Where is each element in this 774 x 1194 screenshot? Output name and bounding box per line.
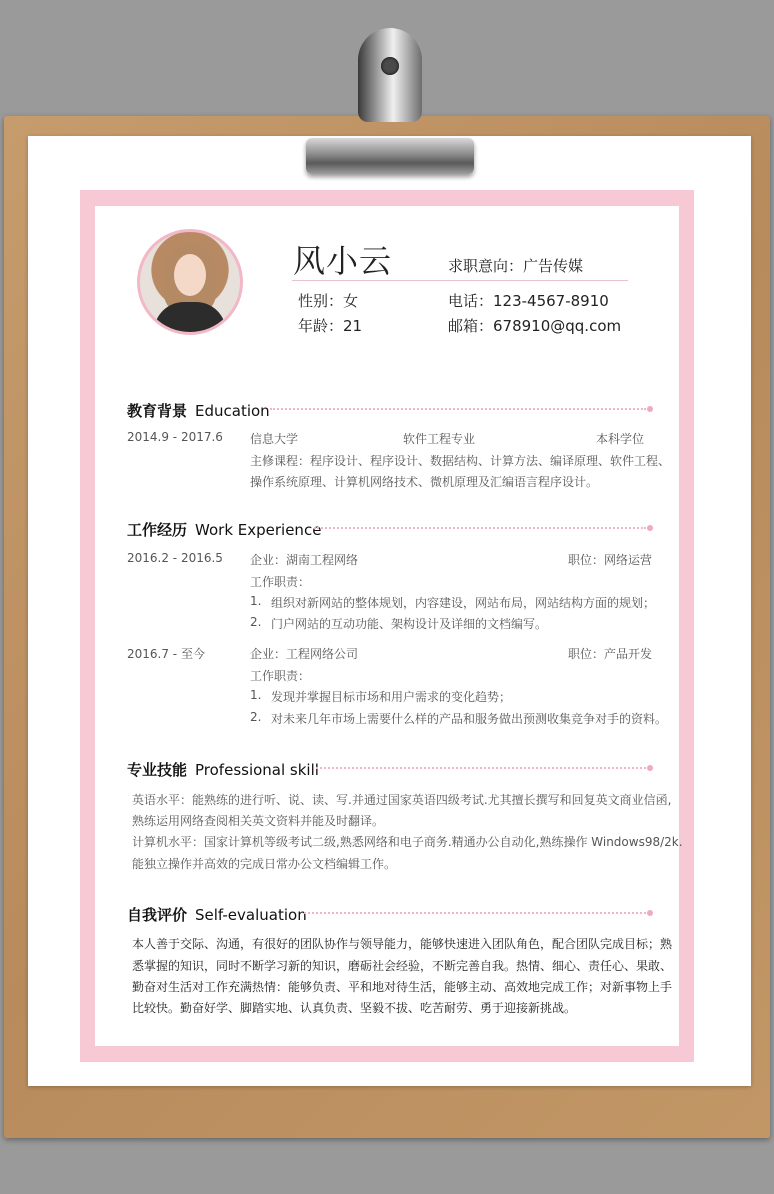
job-objective: 求职意向：广告传媒 bbox=[448, 257, 584, 275]
section-title-en: Work Experience bbox=[195, 521, 322, 539]
education-school: 信息大学 bbox=[250, 432, 299, 446]
skill-line: 计算机水平：国家计算机等级考试二级,熟悉网络和电子商务.精通办公自动化,熟练操作 Windows98/2k. bbox=[132, 835, 683, 849]
job-period: 2016.7 - 至今 bbox=[127, 647, 205, 661]
job-position: 职位：产品开发 bbox=[568, 647, 653, 661]
job-company: 企业：工程网络公司 bbox=[250, 647, 359, 661]
binder-clip-icon bbox=[358, 28, 422, 122]
section-title-en: Education bbox=[195, 402, 270, 420]
duty-number: 1. bbox=[250, 594, 262, 608]
job-duties-label: 工作职责： bbox=[250, 669, 311, 683]
skill-line: 英语水平：能熟练的进行听、说、读、写.并通过国家英语四级考试.尤其擅长撰写和回复英文商业信函, bbox=[132, 793, 672, 807]
job-position: 职位：网络运营 bbox=[568, 553, 653, 567]
profile-photo bbox=[137, 229, 243, 335]
self-eval-line: 本人善于交际、沟通，有很好的团队协作与领导能力，能够快速进入团队角色，配合团队完成目标；熟 bbox=[132, 937, 673, 951]
duty-item: 组织对新网站的整体规划，内容建设，网站布局，网站结构方面的规划； bbox=[271, 596, 656, 610]
job-period: 2016.2 - 2016.5 bbox=[127, 551, 223, 565]
duty-item: 对未来几年市场上需要什么样的产品和服务做出预测收集竞争对手的资料。 bbox=[271, 712, 668, 726]
section-divider bbox=[304, 912, 646, 914]
duty-item: 门户网站的互动功能、架构设计及详细的文档编写。 bbox=[271, 617, 548, 631]
gender: 性别：女 bbox=[298, 292, 359, 310]
education-period: 2014.9 - 2017.6 bbox=[127, 430, 223, 444]
job-duties-label: 工作职责： bbox=[250, 575, 311, 589]
age: 年龄：21 bbox=[298, 317, 363, 335]
job-company: 企业：湖南工程网络 bbox=[250, 553, 359, 567]
education-courses: 操作系统原理、计算机网络技术、微机原理及汇编语言程序设计。 bbox=[250, 475, 599, 489]
section-title-self-eval bbox=[127, 904, 307, 925]
education-major: 软件工程专业 bbox=[403, 432, 476, 446]
skill-line: 能独立操作并高效的完成日常办公文档编辑工作。 bbox=[132, 857, 397, 871]
divider-dot-icon bbox=[647, 406, 653, 412]
section-divider bbox=[316, 767, 646, 769]
divider-dot-icon bbox=[647, 525, 653, 531]
section-title-work bbox=[127, 519, 321, 540]
header-divider bbox=[292, 280, 628, 281]
section-divider bbox=[314, 527, 646, 529]
duty-number: 2. bbox=[250, 615, 262, 629]
section-title-en: Self-evaluation bbox=[195, 906, 307, 924]
section-title-education bbox=[127, 400, 270, 421]
section-title-zh: 工作经历 bbox=[127, 521, 188, 539]
self-eval-line: 勤奋对生活对工作充满热情：能够负责、平和地对待生活，能够主动、高效地完成工作；对新事物上手 bbox=[132, 980, 673, 994]
email: 邮箱：678910@qq.com bbox=[448, 317, 622, 335]
self-eval-line: 悉掌握的知识，同时不断学习新的知识，磨砺社会经验，不断完善自我。热情、细心、责任心、果敢、 bbox=[132, 959, 673, 973]
section-title-skills bbox=[127, 759, 319, 780]
section-title-zh: 教育背景 bbox=[127, 402, 188, 420]
duty-number: 2. bbox=[250, 710, 262, 724]
binder-clip-base bbox=[306, 138, 474, 174]
education-courses: 主修课程：程序设计、程序设计、数据结构、计算方法、编译原理、软件工程、 bbox=[250, 454, 671, 468]
section-title-zh: 专业技能 bbox=[127, 761, 188, 779]
section-title-zh: 自我评价 bbox=[127, 906, 188, 924]
skill-line: 熟练运用网络查阅相关英文资料并能及时翻译。 bbox=[132, 814, 385, 828]
duty-item: 发现并掌握目标市场和用户需求的变化趋势； bbox=[271, 690, 512, 704]
section-divider bbox=[270, 408, 646, 410]
binder-clip-hole bbox=[381, 57, 399, 75]
divider-dot-icon bbox=[647, 910, 653, 916]
education-degree: 本科学位 bbox=[596, 432, 645, 446]
self-eval-line: 比较快。勤奋好学、脚踏实地、认真负责、坚毅不拔、吃苦耐劳、勇于迎接新挑战。 bbox=[132, 1001, 577, 1015]
divider-dot-icon bbox=[647, 765, 653, 771]
duty-number: 1. bbox=[250, 688, 262, 702]
section-title-en: Professional skill bbox=[195, 761, 319, 779]
phone: 电话：123-4567-8910 bbox=[448, 292, 609, 310]
candidate-name: 风小云 bbox=[293, 242, 393, 280]
